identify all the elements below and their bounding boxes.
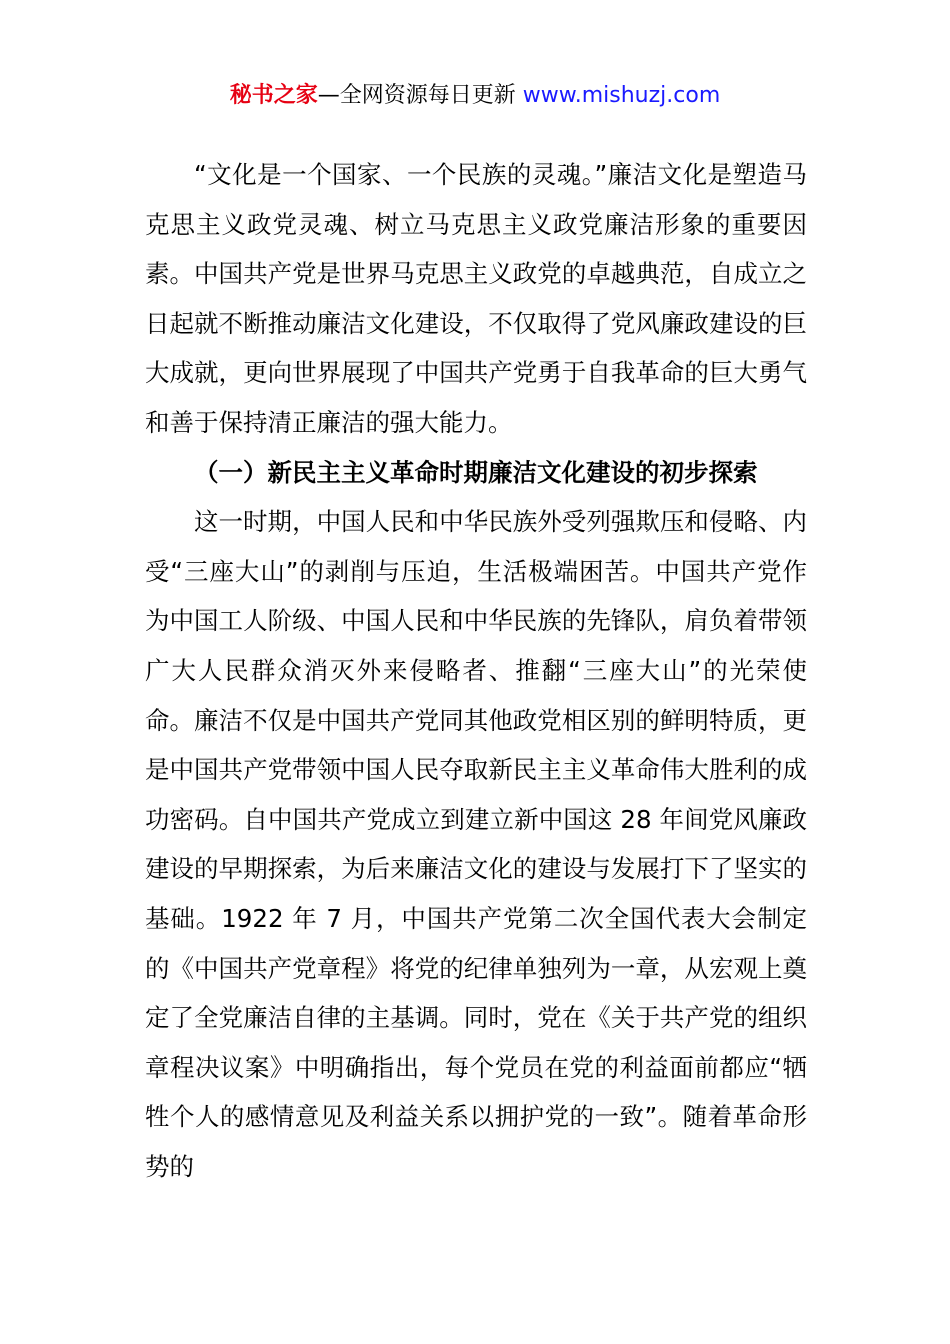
document-body: [145, 150, 807, 1191]
intro-paragraph: “文化是一个国家、一个民族的灵魂。”廉洁文化是塑造马克思主义政党灵魂、树立马克思主义政党廉洁形象的重要因素。中国共产党是世界马克思主义政党的卓越典范，自成立之日起就不断推动廉洁文化建设，不仅取得了党风廉政建设的巨大成就，更向世界展现了中国共产党勇于自我革命的巨大勇气和善于保持清正廉洁的强大能力。: [145, 160, 807, 437]
header-tagline: —全网资源每日更新: [317, 83, 523, 108]
header-url-link[interactable]: www.mishuzj.com: [522, 83, 721, 108]
section-heading: （一）新民主主义革命时期廉洁文化建设的初步探索: [194, 457, 758, 487]
section-paragraph: 这一时期，中国人民和中华民族外受列强欺压和侵略、内受“三座大山”的剥削与压迫，生活极端困苦。中国共产党作为中国工人阶级、中国人民和中华民族的先锋队，肩负着带领广大人民群众消灭外来侵略者、推翻“三座大山”的光荣使命。廉洁不仅是中国共产党同其他政党相区别的鲜明特质，更是中国共产党带领中国人民夺取新民主主义革命伟大胜利的成功密码。自中国共产党成立到建立新中国这 28 年间党风廉政建设的早期探索，为后来廉洁文化的建设与发展打下了坚实的基础。1922 年 7 月，中国共产党第二次全国代表大会制定的《中国共产党章程》将党的纪律单独列为一章，从宏观上奠定了全党廉洁自律的主基调。同时，党在《关于共产党的组织章程决议案》中明确指出，每个党员在党的利益面前都应“牺牲个人的感情意见及利益关系以拥护党的一致”。随着革命形势的: [145, 507, 807, 1181]
page-header: [0, 80, 950, 112]
header-brand: 秘书之家: [229, 83, 318, 108]
